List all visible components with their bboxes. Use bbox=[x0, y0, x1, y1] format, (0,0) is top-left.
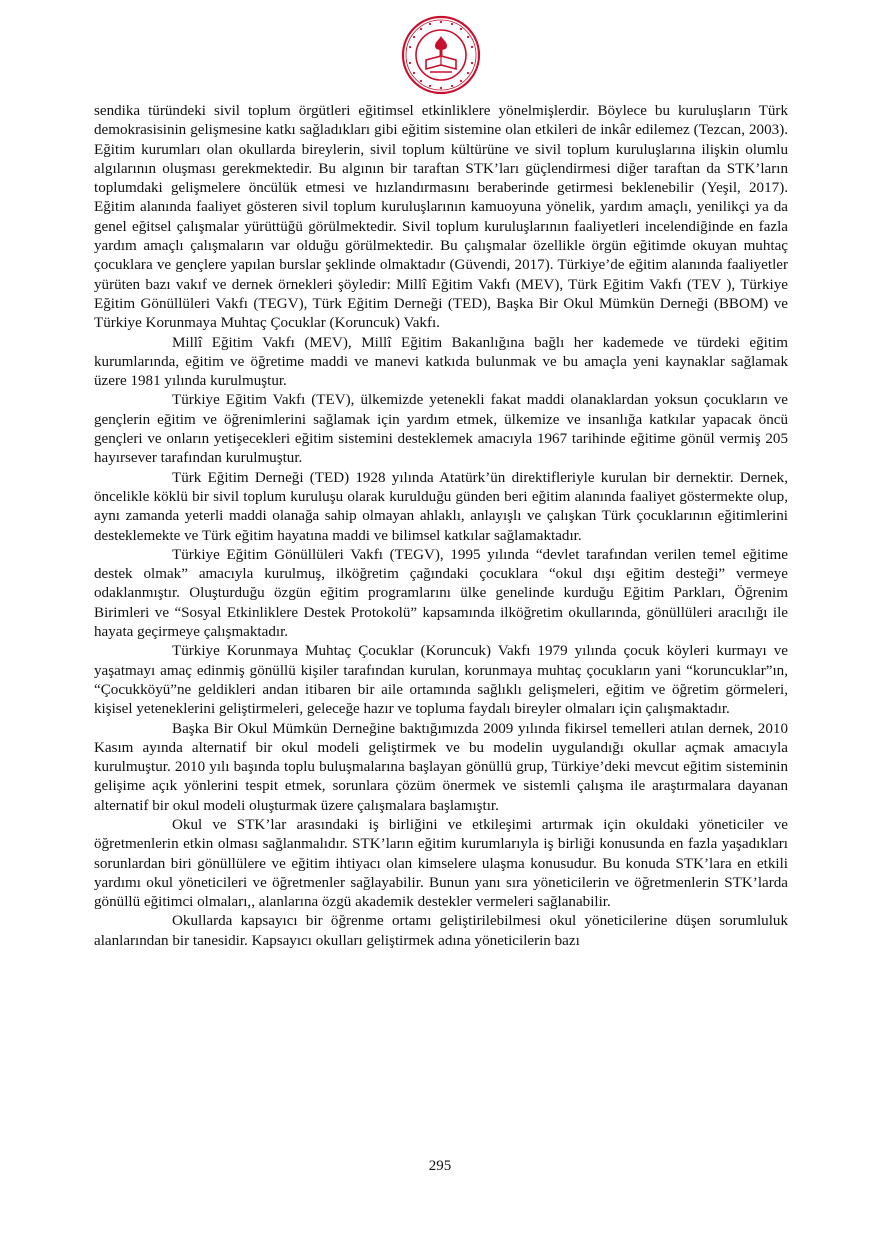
paragraph: Millî Eğitim Vakfı (MEV), Millî Eğitim Bakanlığına bağlı her kademede ve türdeki eğitim kurumlarında, eğitim ve öğretime maddi ve manevi katkıda bulunmak ve bu amaçla yeni kaynaklar sağlamak üzere 1981 yılında kurulmuştur. bbox=[94, 334, 788, 390]
paragraph: Okul ve STK’lar arasındaki iş birliğini ve etkileşimi artırmak için okuldaki yöneticiler ve öğretmenlerin etkin olması sağlanmalıdır. STK’ların eğitim kurumlarıyla iş birliği konusunda en fazla yaşadıkları sorunlardan biri gönüllülere ve eğitim ihtiyacı olan kimselere ulaşma konusudur. Bu konuda STK’lara en etkili yardımı okul yöneticileri ve öğretmenler sağlayabilir. Bunun yanı sıra yöneticilerin ve öğretmenlerin STK’larda gönüllü eğitimci olmaları,, alanlarına özgü akademik destekler vermeleri sağlanabilir. bbox=[94, 816, 788, 911]
body-text bbox=[94, 102, 788, 951]
paragraph: Türkiye Eğitim Vakfı (TEV), ülkemizde yetenekli fakat maddi olanaklardan yoksun çocukların ve gençlerin eğitim ve öğrenimlerini sağlamak için yardım etmek, ülkemize ve insanlığa katkılar yapacak öncü gençleri ve onların yetişecekleri eğitim sistemini desteklemek amacıyla 1967 tarihinde eğitime gönül vermiş 205 hayırsever tarafından kurulmuştur. bbox=[94, 392, 788, 467]
paragraph: Okullarda kapsayıcı bir öğrenme ortamı geliştirilebilmesi okul yöneticilerine düşen sorumluluk alanlarından bir tanesidir. Kapsayıcı okulları geliştirmek adına yöneticilerin bazı bbox=[94, 913, 788, 949]
paragraph: Türk Eğitim Derneği (TED) 1928 yılında Atatürk’ün direktifleriyle kurulan bir dernektir. Dernek, öncelikle köklü bir sivil toplum kuruluşu olarak kurulduğu günden beri eğitim alanında faaliyet göstermekte olup, aynı zamanda yeterli maddi olanağa sahip olmayan ahlaklı, anlayışlı ve çalışkan Türk çocuklarının eğitimlerini desteklemekte ve Türk eğitim hayatına maddi ve bilimsel katkılar sağlamaktadır. bbox=[94, 469, 788, 544]
page-number: 295 bbox=[428, 1158, 452, 1174]
paragraph: Başka Bir Okul Mümkün Derneğine baktığımızda 2009 yılında fikirsel temelleri atılan dernek, 2010 Kasım ayında alternatif bir okul modeli geliştirmek ve bu modelin uygulandığı okullar açmak amacıyla kurulmuştur. 2010 yılı başında toplu buluşmalarına başlayan gönüllü grup, Türkiye’deki mevcut eğitim sisteminin gelişime açık yönlerini tespit etmek, sorunlara çözüm önermek ve sistemli çalışma ile araştırmalara dayanan alternatif bir okul modeli oluşturmak üzere çalışmalara başlamıştır. bbox=[94, 720, 788, 814]
paragraph: Türkiye Korunmaya Muhtaç Çocuklar (Koruncuk) Vakfı 1979 yılında çocuk köyleri kurmayı ve yaşatmayı amaç edinmiş gönüllü kişiler tarafından kurulan, korunmaya muhtaç çocukların yani “koruncuklar”ın, “Çocukköyü”ne geldikleri andan itibaren bir aile ortamında sağlıklı gelişmeleri, eğitim ve öğretim görmeleri, kişisel yeteneklerini geliştirmeleri, geleceğe hazır ve topluma faydalı bireyler olmaları için çalışmaktadır. bbox=[94, 643, 788, 718]
paragraph: Türkiye Eğitim Gönüllüleri Vakfı (TEGV), 1995 yılında “devlet tarafından verilen temel eğitime destek olmak” amacıyla kurulmuş, ilköğretim çağındaki çocuklara “okul dışı eğitim desteği” vermeye odaklanmıştır. Oluşturduğu özgün eğitim programlarını ülke genelinde kurduğu Eğitim Parkları, Öğrenim Birimleri ve “Sosyal Etkinliklere Destek Protokolü” kapsamında ilköğretim okullarında, gönüllüleri aracılığı ile hayata geçirmeye çalışmaktadır. bbox=[94, 546, 788, 641]
paragraph: sendika türündeki sivil toplum örgütleri eğitimsel etkinliklere yönelmişlerdir. Böylece bu kuruluşların Türk demokrasisinin gelişmesine katkı sağladıkları gibi eğitim sistemine olan etkileri de inkâr edilemez (Tezcan, 2003). Eğitim kurumları olan okullarda bireylerin, sivil toplum kültürüne ve sivil toplum kuruluşlarına ilişkin olumlu algılarının oluşması gerekmektedir. Bu algının bir taraftan STK’ları güçlendirmesi diğer taraftan da STK’ların toplumdaki gelişmelere öncülük etmesi ve hızlandırmasını beraberinde getirmesi beklenebilir (Yeşil, 2017). Eğitim alanında faaliyet gösteren sivil toplum kuruluşlarının kamuoyuna yönelik, yardım amaçlı, yenilikçi ya da genel eğitsel çalışmalar yürüttüğü görülmektedir. Sivil toplum kuruluşlarının faaliyetleri incelendiğinde en fazla yardım amaçlı çalışmaların var olduğu görülmektedir. Bu çalışmalar özellikle örgün eğitimde okuyan muhtaç çocuklara ve gençlere yapılan burslar şeklinde olmaktadır (Güvendi, 2017). Türkiye’de eğitim alanında faaliyetler yürüten bazı vakıf ve dernek örnekleri şöyledir: Millî Eğitim Vakfı (MEV), Türk Eğitim Vakfı (TEV ), Türkiye Eğitim Gönüllüleri Vakfı (TEGV), Türk Eğitim Derneği (TED), Başka Bir Okul Mümkün Derneği (BBOM) ve Türkiye Korunmaya Muhtaç Çocuklar (Koruncuk) Vakfı. bbox=[94, 103, 788, 332]
ministry-of-education-seal-icon bbox=[400, 14, 482, 96]
